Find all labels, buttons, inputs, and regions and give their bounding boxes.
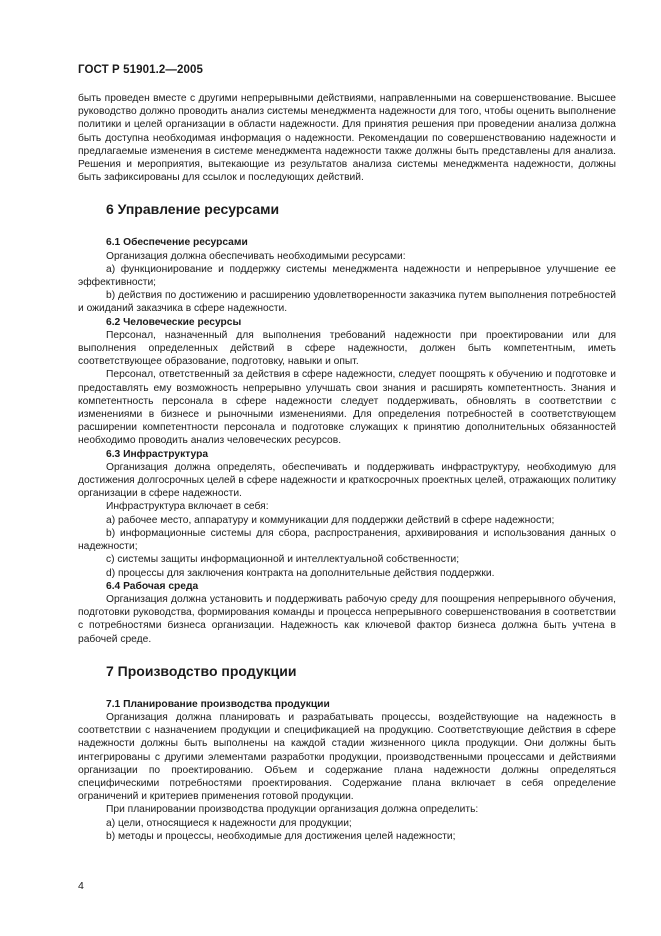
- list-item: b) информационные системы для сбора, распространения, архивирования и использования данных о надежности;: [78, 527, 616, 553]
- intro-paragraph: быть проведен вместе с другими непрерывными действиями, направленными на совершенствование. Высшее руководство должно проводить анализ системы менеджмента надежности для того, чтобы оценить выполнение политики и целей организации в области надежности. Для принятия решения при проведении анализа должна быть доступна необходимая информация о надежности. Рекомендации по совершенствованию надежности и предлагаемые изменения в системе менеджмента надежности также должны быть представлены для анализа. Решения и мероприятия, вытекающие из результатов анализа системы менеджмента надежности, должны быть зафиксированы для ссылок и последующих действий.: [78, 93, 616, 184]
- list-item: d) процессы для заключения контракта на дополнительные действия поддержки.: [106, 567, 495, 579]
- paragraph: Организация должна установить и поддерживать рабочую среду для поощрения непрерывного обучения, подготовки руководства, формирования команды и процесса непрерывного совершенствования в соответствии с потребностями бизнеса организации. Надежность как ключевой фактор бизнеса должна быть учтена в рабочей среде.: [78, 593, 616, 645]
- subsection-7-1-heading: 7.1 Планирование производства продукции: [106, 698, 330, 710]
- paragraph: Организация должна планировать и разрабатывать процессы, воздействующие на надежность в соответствии с назначением продукции и спецификацией на продукцию. Соответствующие действия в сфере надежности должны быть выполнены на каждой стадии жизненного цикла продукции. Они должны быть интегрированы с другими элементами разработки продукции, производственными процессами и действиями организации по проектированию. Объем и содержание плана надежности должны определяться специфическими потребностями проектирования. Содержание плана включает в себя определение ограничений и критериев применения готовой продукции.: [78, 711, 616, 803]
- paragraph: При планировании производства продукции организация должна определить:: [106, 804, 479, 816]
- paragraph: Персонал, назначенный для выполнения требований надежности при проектировании или для выполнения определенных действий в сфере надежности, должен быть компетентным, иметь соответствующее образование, подготовку, навыки и опыт.: [78, 329, 616, 368]
- subsection-6-4-heading: 6.4 Рабочая среда: [106, 580, 199, 592]
- document-header: ГОСТ Р 51901.2—2005: [78, 64, 203, 76]
- subsection-6-1-heading: 6.1 Обеспечение ресурсами: [106, 237, 248, 249]
- paragraph: Организация должна определять, обеспечивать и поддерживать инфраструктуру, необходимую для достижения долгосрочных целей в сфере надежности и краткосрочных проектных целей, отражающих политику организации в сфере надежности.: [78, 461, 616, 500]
- list-item: а) рабочее место, аппаратуру и коммуникации для поддержки действий в сфере надежности;: [106, 514, 555, 526]
- subsection-6-2-heading: 6.2 Человеческие ресурсы: [106, 316, 242, 328]
- document-body: [78, 92, 616, 843]
- page-number: 4: [78, 880, 84, 892]
- list-item: а) цели, относящиеся к надежности для продукции;: [106, 817, 352, 829]
- subsection-6-3-heading: 6.3 Инфраструктура: [106, 448, 209, 460]
- list-item: а) функционирование и поддержку системы менеджмента надежности и непрерывное улучшение ее эффективности;: [78, 263, 616, 289]
- paragraph: Организация должна обеспечивать необходимыми ресурсами:: [106, 250, 406, 262]
- section-7-heading: 7 Производство продукции: [106, 662, 297, 679]
- paragraph: Персонал, ответственный за действия в сфере надежности, следует поощрять к обучению и подготовке и предоставлять ему возможность непрерывно улучшать свои знания и расширять компетентность. Знания и компетентность персонала в сфере надежности следует поддерживать, обновлять в соответствии с изменениями в бизнесе и рыночными изменениями. Для определения потребностей в соответствующем расширении компетентности персонала и подготовке служащих к принятию дополнительных обязанностей необходимо проводить анализ человеческих ресурсов.: [78, 369, 616, 447]
- section-6-heading: 6 Управление ресурсами: [106, 201, 280, 218]
- list-item: b) действия по достижению и расширению удовлетворенности заказчика путем выполнения потребностей и ожиданий заказчика в сфере надежности.: [78, 290, 616, 315]
- list-item: c) системы защиты информационной и интеллектуальной собственности;: [106, 554, 460, 566]
- list-item: b) методы и процессы, необходимые для достижения целей надежности;: [106, 830, 456, 842]
- paragraph: Инфраструктура включает в себя:: [106, 501, 269, 513]
